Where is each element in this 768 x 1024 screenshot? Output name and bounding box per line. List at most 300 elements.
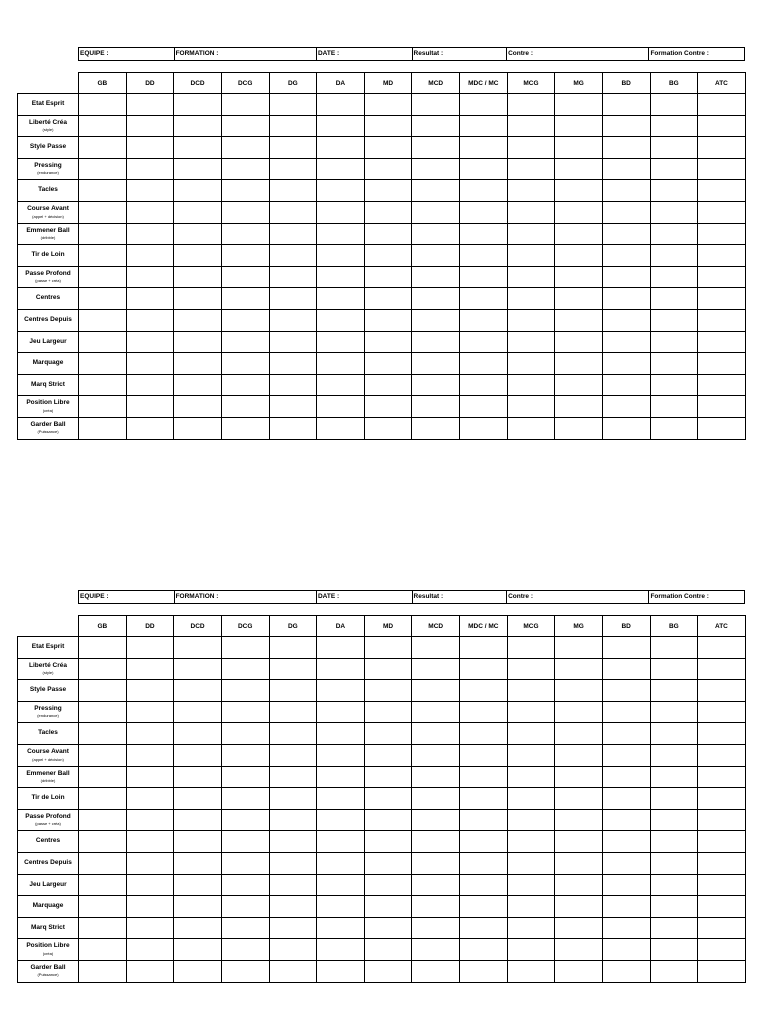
rating-cell[interactable]	[269, 680, 317, 702]
rating-cell[interactable]	[460, 266, 508, 288]
rating-cell[interactable]	[412, 223, 460, 245]
rating-cell[interactable]	[221, 831, 269, 853]
rating-cell[interactable]	[698, 939, 746, 961]
rating-cell[interactable]	[364, 809, 412, 831]
rating-cell[interactable]	[555, 396, 603, 418]
rating-cell[interactable]	[174, 353, 222, 375]
rating-cell[interactable]	[698, 723, 746, 745]
rating-cell[interactable]	[269, 874, 317, 896]
rating-cell[interactable]	[269, 396, 317, 418]
rating-cell[interactable]	[79, 680, 127, 702]
rating-cell[interactable]	[269, 896, 317, 918]
rating-cell[interactable]	[221, 680, 269, 702]
rating-cell[interactable]	[126, 960, 174, 982]
rating-cell[interactable]	[126, 744, 174, 766]
rating-cell[interactable]	[364, 245, 412, 267]
rating-cell[interactable]	[126, 223, 174, 245]
rating-cell[interactable]	[460, 201, 508, 223]
rating-cell[interactable]	[507, 288, 555, 310]
rating-cell[interactable]	[698, 896, 746, 918]
rating-cell[interactable]	[174, 115, 222, 137]
rating-cell[interactable]	[364, 896, 412, 918]
rating-cell[interactable]	[698, 917, 746, 939]
rating-cell[interactable]	[507, 744, 555, 766]
rating-cell[interactable]	[126, 396, 174, 418]
rating-cell[interactable]	[555, 137, 603, 159]
rating-cell[interactable]	[650, 115, 698, 137]
rating-cell[interactable]	[317, 874, 365, 896]
rating-cell[interactable]	[602, 874, 650, 896]
rating-cell[interactable]	[317, 939, 365, 961]
rating-cell[interactable]	[317, 788, 365, 810]
rating-cell[interactable]	[221, 917, 269, 939]
rating-cell[interactable]	[602, 266, 650, 288]
rating-cell[interactable]	[507, 180, 555, 202]
rating-cell[interactable]	[174, 245, 222, 267]
rating-cell[interactable]	[602, 960, 650, 982]
rating-cell[interactable]	[126, 788, 174, 810]
rating-cell[interactable]	[221, 701, 269, 723]
rating-cell[interactable]	[79, 201, 127, 223]
rating-cell[interactable]	[221, 331, 269, 353]
field-resultat[interactable]: Resultat :	[413, 48, 508, 60]
rating-cell[interactable]	[460, 223, 508, 245]
rating-cell[interactable]	[412, 245, 460, 267]
rating-cell[interactable]	[650, 744, 698, 766]
rating-cell[interactable]	[412, 417, 460, 439]
rating-cell[interactable]	[650, 960, 698, 982]
rating-cell[interactable]	[460, 701, 508, 723]
rating-cell[interactable]	[174, 374, 222, 396]
rating-cell[interactable]	[650, 309, 698, 331]
rating-cell[interactable]	[650, 852, 698, 874]
rating-cell[interactable]	[602, 766, 650, 788]
rating-cell[interactable]	[79, 701, 127, 723]
rating-cell[interactable]	[412, 744, 460, 766]
rating-cell[interactable]	[602, 180, 650, 202]
rating-cell[interactable]	[602, 374, 650, 396]
rating-cell[interactable]	[79, 874, 127, 896]
rating-cell[interactable]	[364, 288, 412, 310]
rating-cell[interactable]	[174, 137, 222, 159]
rating-cell[interactable]	[79, 896, 127, 918]
rating-cell[interactable]	[698, 396, 746, 418]
rating-cell[interactable]	[507, 266, 555, 288]
rating-cell[interactable]	[79, 180, 127, 202]
rating-cell[interactable]	[174, 417, 222, 439]
rating-cell[interactable]	[507, 374, 555, 396]
rating-cell[interactable]	[317, 637, 365, 659]
rating-cell[interactable]	[364, 309, 412, 331]
rating-cell[interactable]	[174, 331, 222, 353]
rating-cell[interactable]	[174, 94, 222, 116]
rating-cell[interactable]	[698, 960, 746, 982]
rating-cell[interactable]	[79, 852, 127, 874]
rating-cell[interactable]	[460, 809, 508, 831]
rating-cell[interactable]	[412, 939, 460, 961]
rating-cell[interactable]	[602, 701, 650, 723]
rating-cell[interactable]	[555, 245, 603, 267]
rating-cell[interactable]	[650, 874, 698, 896]
rating-cell[interactable]	[698, 94, 746, 116]
rating-cell[interactable]	[364, 658, 412, 680]
rating-cell[interactable]	[460, 417, 508, 439]
rating-cell[interactable]	[555, 939, 603, 961]
rating-cell[interactable]	[317, 852, 365, 874]
rating-cell[interactable]	[555, 831, 603, 853]
rating-cell[interactable]	[555, 94, 603, 116]
rating-cell[interactable]	[650, 896, 698, 918]
rating-cell[interactable]	[460, 896, 508, 918]
rating-cell[interactable]	[364, 201, 412, 223]
rating-cell[interactable]	[364, 766, 412, 788]
rating-cell[interactable]	[364, 831, 412, 853]
rating-cell[interactable]	[507, 201, 555, 223]
rating-cell[interactable]	[221, 266, 269, 288]
rating-cell[interactable]	[221, 223, 269, 245]
rating-cell[interactable]	[602, 788, 650, 810]
rating-cell[interactable]	[174, 266, 222, 288]
rating-cell[interactable]	[221, 201, 269, 223]
rating-cell[interactable]	[412, 680, 460, 702]
rating-cell[interactable]	[412, 896, 460, 918]
rating-cell[interactable]	[460, 374, 508, 396]
rating-cell[interactable]	[412, 266, 460, 288]
rating-cell[interactable]	[507, 852, 555, 874]
rating-cell[interactable]	[650, 331, 698, 353]
rating-cell[interactable]	[555, 960, 603, 982]
rating-cell[interactable]	[507, 701, 555, 723]
rating-cell[interactable]	[174, 396, 222, 418]
rating-cell[interactable]	[602, 417, 650, 439]
rating-cell[interactable]	[650, 766, 698, 788]
rating-cell[interactable]	[317, 245, 365, 267]
rating-cell[interactable]	[174, 874, 222, 896]
rating-cell[interactable]	[555, 658, 603, 680]
rating-cell[interactable]	[412, 94, 460, 116]
rating-cell[interactable]	[221, 288, 269, 310]
rating-cell[interactable]	[221, 809, 269, 831]
field-resultat[interactable]: Resultat :	[413, 591, 508, 603]
rating-cell[interactable]	[602, 680, 650, 702]
rating-cell[interactable]	[460, 831, 508, 853]
rating-cell[interactable]	[507, 223, 555, 245]
rating-cell[interactable]	[221, 637, 269, 659]
rating-cell[interactable]	[221, 417, 269, 439]
rating-cell[interactable]	[174, 788, 222, 810]
rating-cell[interactable]	[317, 223, 365, 245]
rating-cell[interactable]	[412, 158, 460, 180]
field-equipe[interactable]: EQUIPE :	[79, 591, 175, 603]
rating-cell[interactable]	[412, 137, 460, 159]
rating-cell[interactable]	[79, 266, 127, 288]
rating-cell[interactable]	[221, 94, 269, 116]
rating-cell[interactable]	[507, 809, 555, 831]
rating-cell[interactable]	[269, 831, 317, 853]
rating-cell[interactable]	[555, 744, 603, 766]
rating-cell[interactable]	[269, 637, 317, 659]
rating-cell[interactable]	[698, 744, 746, 766]
rating-cell[interactable]	[460, 680, 508, 702]
rating-cell[interactable]	[650, 353, 698, 375]
rating-cell[interactable]	[555, 917, 603, 939]
rating-cell[interactable]	[317, 180, 365, 202]
rating-cell[interactable]	[698, 331, 746, 353]
rating-cell[interactable]	[221, 309, 269, 331]
rating-cell[interactable]	[602, 158, 650, 180]
rating-cell[interactable]	[460, 744, 508, 766]
rating-cell[interactable]	[602, 353, 650, 375]
rating-cell[interactable]	[221, 874, 269, 896]
rating-cell[interactable]	[269, 723, 317, 745]
rating-cell[interactable]	[269, 94, 317, 116]
rating-cell[interactable]	[221, 374, 269, 396]
rating-cell[interactable]	[126, 809, 174, 831]
rating-cell[interactable]	[364, 396, 412, 418]
rating-cell[interactable]	[317, 658, 365, 680]
rating-cell[interactable]	[126, 180, 174, 202]
rating-cell[interactable]	[269, 223, 317, 245]
rating-cell[interactable]	[698, 874, 746, 896]
rating-cell[interactable]	[602, 809, 650, 831]
rating-cell[interactable]	[507, 137, 555, 159]
rating-cell[interactable]	[269, 374, 317, 396]
rating-cell[interactable]	[507, 158, 555, 180]
rating-cell[interactable]	[412, 180, 460, 202]
rating-cell[interactable]	[555, 896, 603, 918]
rating-cell[interactable]	[317, 374, 365, 396]
rating-cell[interactable]	[221, 852, 269, 874]
rating-cell[interactable]	[126, 288, 174, 310]
field-formation[interactable]: FORMATION :	[175, 591, 317, 603]
rating-cell[interactable]	[412, 723, 460, 745]
rating-cell[interactable]	[602, 744, 650, 766]
rating-cell[interactable]	[174, 939, 222, 961]
rating-cell[interactable]	[364, 353, 412, 375]
rating-cell[interactable]	[317, 288, 365, 310]
rating-cell[interactable]	[79, 137, 127, 159]
rating-cell[interactable]	[698, 115, 746, 137]
rating-cell[interactable]	[269, 180, 317, 202]
rating-cell[interactable]	[602, 723, 650, 745]
rating-cell[interactable]	[269, 658, 317, 680]
rating-cell[interactable]	[79, 939, 127, 961]
rating-cell[interactable]	[364, 158, 412, 180]
rating-cell[interactable]	[602, 288, 650, 310]
rating-cell[interactable]	[364, 266, 412, 288]
rating-cell[interactable]	[317, 158, 365, 180]
rating-cell[interactable]	[602, 852, 650, 874]
rating-cell[interactable]	[364, 788, 412, 810]
rating-cell[interactable]	[412, 374, 460, 396]
rating-cell[interactable]	[602, 223, 650, 245]
rating-cell[interactable]	[126, 94, 174, 116]
rating-cell[interactable]	[602, 137, 650, 159]
rating-cell[interactable]	[698, 353, 746, 375]
rating-cell[interactable]	[364, 637, 412, 659]
rating-cell[interactable]	[174, 831, 222, 853]
rating-cell[interactable]	[698, 680, 746, 702]
rating-cell[interactable]	[460, 288, 508, 310]
rating-cell[interactable]	[79, 94, 127, 116]
rating-cell[interactable]	[507, 396, 555, 418]
rating-cell[interactable]	[412, 396, 460, 418]
rating-cell[interactable]	[174, 852, 222, 874]
rating-cell[interactable]	[507, 723, 555, 745]
rating-cell[interactable]	[364, 374, 412, 396]
rating-cell[interactable]	[650, 266, 698, 288]
rating-cell[interactable]	[317, 309, 365, 331]
rating-cell[interactable]	[126, 831, 174, 853]
rating-cell[interactable]	[174, 723, 222, 745]
rating-cell[interactable]	[650, 201, 698, 223]
field-date[interactable]: DATE :	[317, 48, 413, 60]
rating-cell[interactable]	[79, 396, 127, 418]
rating-cell[interactable]	[460, 331, 508, 353]
rating-cell[interactable]	[221, 115, 269, 137]
rating-cell[interactable]	[602, 309, 650, 331]
rating-cell[interactable]	[126, 374, 174, 396]
rating-cell[interactable]	[79, 115, 127, 137]
rating-cell[interactable]	[126, 939, 174, 961]
rating-cell[interactable]	[698, 809, 746, 831]
rating-cell[interactable]	[460, 658, 508, 680]
rating-cell[interactable]	[317, 766, 365, 788]
rating-cell[interactable]	[698, 266, 746, 288]
rating-cell[interactable]	[602, 917, 650, 939]
rating-cell[interactable]	[555, 309, 603, 331]
rating-cell[interactable]	[507, 245, 555, 267]
rating-cell[interactable]	[364, 917, 412, 939]
rating-cell[interactable]	[174, 309, 222, 331]
rating-cell[interactable]	[269, 701, 317, 723]
rating-cell[interactable]	[269, 917, 317, 939]
rating-cell[interactable]	[412, 658, 460, 680]
rating-cell[interactable]	[507, 831, 555, 853]
rating-cell[interactable]	[507, 917, 555, 939]
rating-cell[interactable]	[126, 896, 174, 918]
rating-cell[interactable]	[174, 896, 222, 918]
rating-cell[interactable]	[269, 939, 317, 961]
rating-cell[interactable]	[79, 309, 127, 331]
field-contre[interactable]: Contre :	[507, 48, 649, 60]
rating-cell[interactable]	[412, 766, 460, 788]
rating-cell[interactable]	[174, 180, 222, 202]
rating-cell[interactable]	[460, 309, 508, 331]
rating-cell[interactable]	[412, 309, 460, 331]
rating-cell[interactable]	[460, 637, 508, 659]
rating-cell[interactable]	[650, 374, 698, 396]
rating-cell[interactable]	[174, 637, 222, 659]
rating-cell[interactable]	[221, 245, 269, 267]
rating-cell[interactable]	[221, 396, 269, 418]
rating-cell[interactable]	[269, 158, 317, 180]
rating-cell[interactable]	[555, 788, 603, 810]
rating-cell[interactable]	[364, 417, 412, 439]
rating-cell[interactable]	[79, 831, 127, 853]
rating-cell[interactable]	[126, 852, 174, 874]
rating-cell[interactable]	[126, 137, 174, 159]
rating-cell[interactable]	[221, 896, 269, 918]
rating-cell[interactable]	[79, 353, 127, 375]
rating-cell[interactable]	[269, 331, 317, 353]
rating-cell[interactable]	[555, 115, 603, 137]
rating-cell[interactable]	[317, 701, 365, 723]
rating-cell[interactable]	[317, 809, 365, 831]
rating-cell[interactable]	[555, 331, 603, 353]
rating-cell[interactable]	[126, 417, 174, 439]
rating-cell[interactable]	[126, 266, 174, 288]
rating-cell[interactable]	[650, 917, 698, 939]
rating-cell[interactable]	[221, 939, 269, 961]
rating-cell[interactable]	[555, 637, 603, 659]
rating-cell[interactable]	[79, 374, 127, 396]
rating-cell[interactable]	[221, 788, 269, 810]
rating-cell[interactable]	[507, 309, 555, 331]
rating-cell[interactable]	[317, 744, 365, 766]
rating-cell[interactable]	[79, 917, 127, 939]
rating-cell[interactable]	[174, 701, 222, 723]
rating-cell[interactable]	[698, 158, 746, 180]
rating-cell[interactable]	[174, 288, 222, 310]
rating-cell[interactable]	[507, 788, 555, 810]
rating-cell[interactable]	[317, 896, 365, 918]
rating-cell[interactable]	[221, 723, 269, 745]
rating-cell[interactable]	[126, 309, 174, 331]
rating-cell[interactable]	[174, 158, 222, 180]
rating-cell[interactable]	[269, 137, 317, 159]
rating-cell[interactable]	[698, 766, 746, 788]
field-formation-contre[interactable]: Formation Contre :	[650, 50, 709, 57]
field-equipe[interactable]: EQUIPE :	[79, 48, 175, 60]
rating-cell[interactable]	[555, 874, 603, 896]
rating-cell[interactable]	[698, 637, 746, 659]
rating-cell[interactable]	[174, 917, 222, 939]
rating-cell[interactable]	[221, 744, 269, 766]
rating-cell[interactable]	[460, 353, 508, 375]
rating-cell[interactable]	[460, 939, 508, 961]
rating-cell[interactable]	[126, 158, 174, 180]
rating-cell[interactable]	[555, 417, 603, 439]
rating-cell[interactable]	[412, 353, 460, 375]
rating-cell[interactable]	[412, 960, 460, 982]
rating-cell[interactable]	[79, 809, 127, 831]
rating-cell[interactable]	[174, 680, 222, 702]
rating-cell[interactable]	[79, 245, 127, 267]
rating-cell[interactable]	[412, 331, 460, 353]
rating-cell[interactable]	[269, 852, 317, 874]
rating-cell[interactable]	[460, 115, 508, 137]
rating-cell[interactable]	[126, 723, 174, 745]
rating-cell[interactable]	[126, 637, 174, 659]
rating-cell[interactable]	[650, 831, 698, 853]
rating-cell[interactable]	[79, 788, 127, 810]
rating-cell[interactable]	[650, 723, 698, 745]
rating-cell[interactable]	[174, 201, 222, 223]
rating-cell[interactable]	[460, 396, 508, 418]
rating-cell[interactable]	[507, 94, 555, 116]
rating-cell[interactable]	[507, 417, 555, 439]
rating-cell[interactable]	[460, 960, 508, 982]
rating-cell[interactable]	[460, 766, 508, 788]
rating-cell[interactable]	[269, 201, 317, 223]
rating-cell[interactable]	[602, 831, 650, 853]
rating-cell[interactable]	[364, 137, 412, 159]
rating-cell[interactable]	[317, 331, 365, 353]
rating-cell[interactable]	[698, 831, 746, 853]
rating-cell[interactable]	[650, 788, 698, 810]
rating-cell[interactable]	[650, 288, 698, 310]
